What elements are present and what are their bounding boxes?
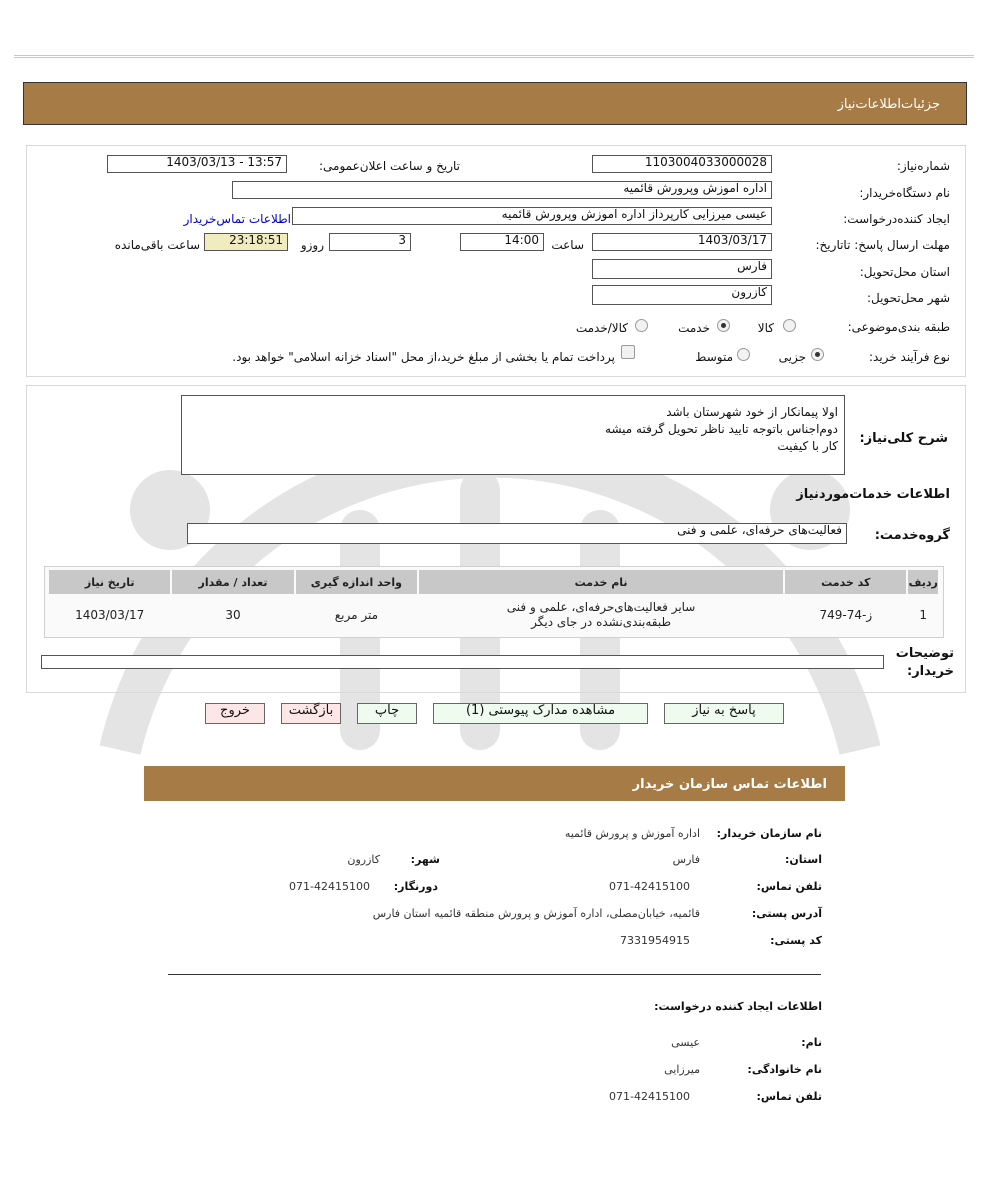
address-value: قائمیه، خیابان‌مصلی، اداره آموزش و پرورش منطقه قائمیه استان فارس (372, 907, 700, 920)
requester-phone-value: 071-42415100 (609, 1090, 690, 1103)
service-group-label: گروه‌خدمت: (874, 528, 950, 543)
cell-code: ز-74-749 (819, 608, 873, 622)
requester-family-label: نام خانوادگی: (747, 1063, 822, 1076)
category-service-label: خدمت (678, 321, 710, 335)
remaining-time-label: ساعت باقی‌مانده (114, 238, 200, 252)
treasury-checkbox[interactable] (621, 345, 635, 359)
contact-city-label: شهر: (410, 853, 440, 866)
fax-label: دورنگار: (393, 880, 438, 893)
page-header (23, 82, 967, 125)
top-separator (14, 55, 974, 58)
cell-name-line: طبقه‌بندی‌نشده در جای دیگر (531, 615, 672, 629)
requester-family-value: میرزایی (664, 1063, 700, 1076)
print-button[interactable]: چاپ (357, 703, 417, 724)
remaining-time-field: 23:18:51 (204, 233, 288, 251)
deadline-time-label: ساعت (551, 238, 584, 252)
description-label: شرح کلی‌نیاز: (859, 431, 948, 446)
services-title: اطلاعات خدمات‌موردنیاز (796, 487, 950, 502)
deadline-label: مهلت ارسال پاسخ: تاتاریخ: (815, 238, 950, 252)
col-code: کد خدمت (785, 570, 906, 594)
category-goods-label: کالا (757, 321, 774, 335)
back-button[interactable]: بازگشت (281, 703, 341, 724)
contact-header-title: اطلاعات تماس سازمان خریدار (632, 777, 827, 792)
table-row (49, 596, 938, 634)
need-info-panel (26, 145, 966, 377)
need-number-field[interactable]: 1103004033000028 (592, 155, 772, 173)
purchase-medium-radio[interactable] (737, 348, 750, 361)
requester-phone-label: تلفن تماس: (756, 1090, 822, 1103)
purchase-type-label: نوع فرآیند خرید: (869, 350, 950, 364)
contact-phone-value: 071-42415100 (609, 880, 690, 893)
cell-row: 1 (919, 608, 928, 622)
postal-code-label: کد پستی: (770, 934, 822, 947)
buyer-contact-link[interactable]: اطلاعات تماس‌خریدار (183, 212, 291, 226)
contact-city-value: کازرون (347, 853, 380, 866)
deadline-date-field[interactable]: 1403/03/17 (592, 233, 772, 251)
contact-divider (168, 974, 821, 975)
requester-label: ایجاد کننده‌درخواست: (843, 212, 950, 226)
description-line: اولا پیمانکار از خود شهرستان باشد (666, 405, 838, 419)
postal-code-value: 7331954915 (620, 934, 690, 947)
cell-date: 1403/03/17 (75, 608, 145, 622)
contact-province-label: استان: (785, 853, 822, 866)
cell-qty: 30 (225, 608, 241, 622)
col-date: تاریخ نیاز (49, 570, 170, 594)
description-line: کار با کیفیت (777, 439, 838, 453)
city-field[interactable]: کازرون (592, 285, 772, 305)
cell-name (419, 596, 783, 634)
services-table (47, 568, 940, 636)
description-box (181, 395, 845, 475)
cell-name-line: سایر فعالیت‌های‌حرفه‌ای، علمی و فنی (506, 600, 696, 614)
org-label: نام سازمان خریدار: (716, 827, 822, 840)
contact-province-value: فارس (672, 853, 700, 866)
contact-header (144, 766, 845, 801)
fax-value: 071-42415100 (289, 880, 370, 893)
requester-info-header: اطلاعات ایجاد کننده درخواست: (654, 1000, 822, 1013)
page-header-title: جزئیات‌اطلاعات‌نیاز (837, 97, 940, 112)
table-header-row (49, 570, 938, 594)
col-name: نام خدمت (419, 570, 783, 594)
col-unit: واحد اندازه گیری (296, 570, 417, 594)
buyer-notes-field[interactable] (41, 655, 884, 669)
requester-field[interactable]: عیسی میرزایی کارپرداز اداره آموزش وپرورش قائمیه (292, 207, 772, 225)
category-goods-service-radio[interactable] (635, 319, 648, 332)
services-table-frame (44, 566, 944, 638)
treasury-note: پرداخت تمام یا بخشی از مبلغ خرید،از محل "اسناد خزانه اسلامی" خواهد بود. (232, 350, 615, 364)
col-row: ردیف (908, 570, 938, 594)
category-goods-radio[interactable] (783, 319, 796, 332)
cell-unit: متر مربع (334, 608, 379, 622)
reply-button[interactable]: پاسخ به نیاز (664, 703, 784, 724)
need-number-label: شماره‌نیاز: (896, 159, 950, 173)
buyer-org-label: نام دستگاه‌خریدار: (859, 186, 950, 200)
deadline-days-field[interactable]: 3 (329, 233, 411, 251)
purchase-minor-radio[interactable] (811, 348, 824, 361)
buyer-org-field[interactable]: اداره آموزش وپرورش قائمیه (232, 181, 772, 199)
deadline-time-field[interactable]: 14:00 (460, 233, 544, 251)
contact-phone-label: تلفن تماس: (756, 880, 822, 893)
service-group-field[interactable]: فعالیت‌های حرفه‌ای، علمی و فنی (187, 523, 847, 544)
requester-name-value: عیسی (671, 1036, 700, 1049)
attachments-button[interactable]: مشاهده مدارک پیوستی (1) (433, 703, 648, 724)
city-label: شهر محل‌تحویل: (866, 291, 950, 305)
province-label: استان محل‌تحویل: (859, 265, 950, 279)
org-value: اداره آموزش و پرورش قائمیه (564, 827, 700, 840)
address-label: آدرس پستی: (751, 907, 822, 920)
category-service-radio[interactable] (717, 319, 730, 332)
announce-datetime-label: تاریخ و ساعت اعلان‌عمومی: (318, 159, 460, 173)
col-qty: تعداد / مقدار (172, 570, 293, 594)
description-line: دوم‌اجناس باتوجه تایید ناظر تحویل گرفته میشه (605, 422, 838, 436)
category-label: طبقه بندی‌موضوعی: (847, 320, 950, 334)
buyer-notes-label: توضیحات خریدار: (895, 646, 954, 679)
purchase-minor-label: جزیی (778, 350, 806, 364)
announce-datetime-field[interactable]: 1403/03/13 - 13:57 (107, 155, 287, 173)
requester-name-label: نام: (801, 1036, 822, 1049)
deadline-days-label: روزو (300, 238, 324, 252)
purchase-medium-label: متوسط (695, 350, 733, 364)
exit-button[interactable]: خروج (205, 703, 265, 724)
province-field[interactable]: فارس (592, 259, 772, 279)
category-goods-service-label: کالا/خدمت (575, 321, 628, 335)
